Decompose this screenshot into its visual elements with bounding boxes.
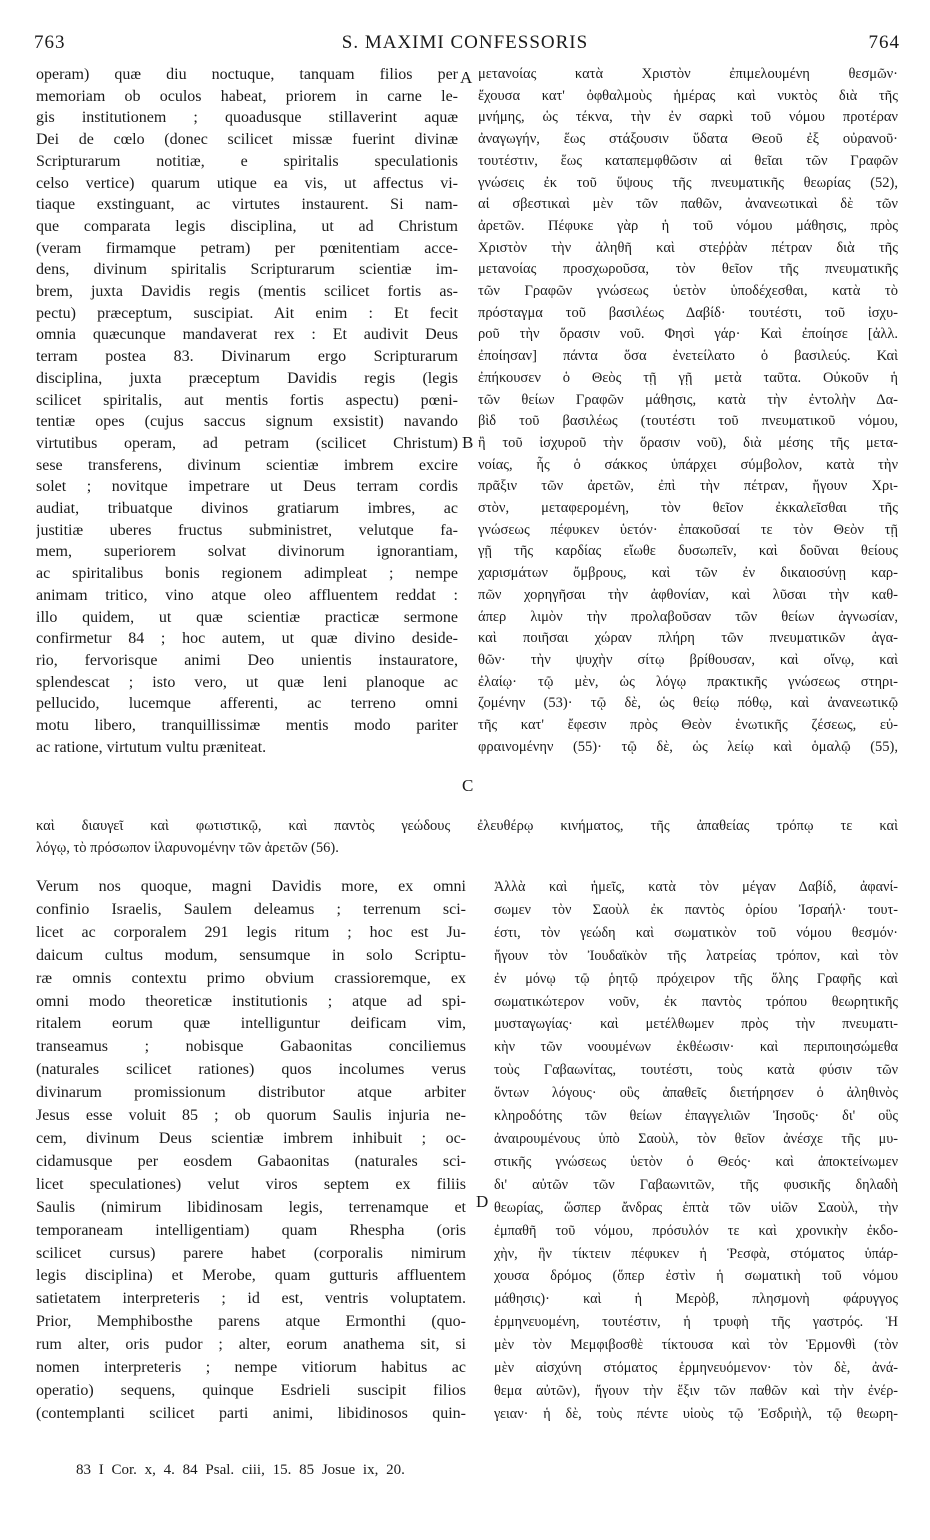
left-page-number: 763 [34, 32, 66, 53]
greek-bottom-line: σωματικώτερον νοῦν, ἐκ παντὸς τρόπου θεωρητικῆς [494, 993, 898, 1010]
greek-top-line: χαρισμάτων ὄμβρους, καὶ τῶν ἐν δικαιοσύνῃ καρ- [478, 565, 898, 582]
latin-top-line: (veram firmamque petram) per pœnitentiam acce- [36, 239, 458, 257]
latin-bottom-line: Saulis (nimirum libidinosam legis, terrenamque et [36, 1198, 466, 1216]
greek-top-line: τῆς κατ' ἔφεσιν πρὸς Θεὸν ἑνωτικῆς ζέσεως, εὐ- [478, 717, 898, 734]
greek-top-line: μνήμης, ὡς τέκνα, τὴν ἐν σαρκὶ τοῦ νόμου προτέραν [478, 109, 898, 126]
greek-top-line: μετανοίας προσχωροῦσα, τὸν θεῖον τῆς πνευματικῆς [478, 261, 898, 278]
latin-bottom-line: rum alter, oris pudor ; alter, eorum anathema sit, si [36, 1336, 466, 1354]
greek-top-line: ἢ τοῦ ἰσχυροῦ τὴν ὅρασιν νοῦ), διὰ μέσης τῆς μετα- [478, 434, 898, 451]
greek-bottom-line: ὄντων λόγους· οὓς ἀπαθεῖς διετήρησεν ὁ ἀληθινὸς [494, 1085, 898, 1102]
cross-line-1 [36, 816, 898, 838]
latin-top-line: Scripturarum notitiæ, e spiritalis speculationis [36, 152, 458, 170]
latin-bottom-line: ræ omnis contextu primo obvium crassioremque, ex [36, 969, 466, 987]
latin-bottom-line: legis disciplina) et Merobe, quam gutturis affluentem [36, 1267, 466, 1285]
latin-column-bottom [36, 876, 466, 1426]
latin-top-line: brem, juxta Davidis regis (mentis scilicet fortis as- [36, 283, 458, 301]
greek-bottom-line: ἐν μόνῳ τῷ ῥητῷ πρόχειρον τῆς ὅλης Γραφῆς καὶ [494, 970, 898, 987]
greek-bottom-line: ἐμπαθῆ τοῦ νόμου, πρόσυλόν τε καὶ χρονικὴν ἐκδο- [494, 1222, 898, 1239]
latin-bottom-line: confinio Israelis, Saulem deleamus ; terrenum sci- [36, 900, 466, 918]
latin-top-line: rio, fervorisque animi Deo unientis instauratore, [36, 651, 458, 669]
greek-top-line: μετανοίας κατὰ Χριστὸν ἐπιμελουμένη θεσμῶν· [478, 66, 898, 82]
greek-bottom-line: τοὺς Γαβαωνίτας, τουτέστι, τοὺς κατὰ φύσιν τῶν [494, 1062, 898, 1079]
greek-top-line: ἐποίησαν] πάντα ὅσα ἐνετείλατο ὁ βασιλεύς. Καὶ [478, 348, 898, 365]
greek-bottom-line: γειαν· ἡ δὲ, τοὺς πέντε υἱοὺς τῷ Ἐσδριὴλ, τῷ θεωρη- [494, 1405, 898, 1422]
latin-bottom-line: divinarum promissionum distributor atque arbiter [36, 1084, 466, 1102]
latin-top-line: mem, superiorem solvat divinorum ignorantiam, [36, 543, 458, 561]
latin-bottom-line: Verum nos quoque, magni Davidis more, ex omni [36, 878, 466, 895]
greek-top-line: ἔχουσα κατ' ὀφθαλμοὺς ἡμέρας καὶ νυκτὸς διὰ τῆς [478, 87, 898, 104]
greek-top-line: Χριστὸν τὴν ἀληθῆ καὶ στεῤῥὰν πέτραν διὰ τῆς [478, 239, 898, 256]
greek-bottom-line: μὲν αἰσχύνη στόματος ἑρμηνευόμενον· τὸν δὲ, ἀνά- [494, 1360, 898, 1377]
greek-bottom-line: ἀναιρουμένους ὑπὸ Σαοὺλ, τὸν θεῖον ἀνέσχε τῆς μυ- [494, 1130, 898, 1147]
latin-bottom-line: Prior, Memphibosthe parens atque Ermonthi (quo- [36, 1313, 466, 1331]
greek-top-line: γνώσεως πέφυκεν ὑετόν· ἐπακοῦσαί τε τὸν Θεὸν τῇ [478, 521, 898, 538]
cross-line-1-text: ἐλευθέρῳ κινήματος, τῆς ἀπαθείας τρόπῳ τε καὶ [477, 818, 898, 834]
greek-top-line: πρόσταγμα τοῦ βασιλέως Δαβίδ· τουτέστι, τοῦ ἰσχυ- [478, 304, 898, 321]
latin-top-line: confirmetur 84 ; hoc autem, ut quæ divino deside- [36, 630, 458, 648]
greek-top-line: πρᾶξιν τῶν ἀρετῶν, ἐπὶ τὴν πέτραν, ἤγουν Χρι- [478, 478, 898, 495]
greek-bottom-line: κὴν τῶν νοουμένων ἐκθέωσιν· καὶ περιποιησώμεθα [494, 1039, 898, 1056]
latin-bottom-line: temporaneam intelligentiam) quam Rhespha (oris [36, 1221, 466, 1239]
greek-bottom-line: δι' αὐτῶν τῶν Γαβαωνιτῶν, τῆς φυσικῆς δηλαδὴ [494, 1176, 898, 1193]
greek-top-line: ἀρετῶν. Πέφυκε γὰρ ἡ τοῦ νόμου μάθησις, πρὸς [478, 217, 898, 234]
latin-top-line: pectu) præceptum, suscipiat. Ait enim : Et fecit [36, 304, 458, 322]
greek-bottom-line: θεωρίας, ὥσπερ ἄνδρας ἑπτὰ τῶν υἱῶν Σαοὺλ, τὴν [494, 1199, 898, 1216]
right-page-number: 764 [868, 32, 900, 53]
latin-top-line: dens, divinum spiritalis Scripturarum scientiæ im- [36, 261, 458, 279]
greek-bottom-line: κληροδότης τῶν θείων ἐπαγγελιῶν Ἰησοῦς· δι' οὓς [494, 1108, 898, 1125]
greek-top-line: νοίας, ἧς ὁ σάκκος ὑπάρχει σύμβολον, κατὰ τὴν [478, 456, 898, 473]
greek-top-line: τουτέστιν, ἕως καταπεμφθῶσιν αἱ θεῖαι τῶν Γραφῶν [478, 152, 898, 169]
latin-top-line: ac spiritalibus bonis regionem adimpleat ; nempe [36, 565, 458, 583]
greek-column-bottom [494, 876, 898, 1426]
greek-bottom-line: θεμα αὐτῶν), ἤγουν τὴν ἕξιν τῶν παθῶν καὶ τὴν ἐνέρ- [494, 1382, 898, 1399]
latin-top-line: ac ratione, virtutum vultu præniteat. [36, 738, 267, 756]
greek-top-line: τῶν Γραφῶν γνώσεως ὑετὸν ὑποδέχεσθαι, κατὰ τὸ [478, 283, 898, 300]
margin-marker-a: A [460, 68, 473, 87]
latin-bottom-line: scilicet cursus) parere habet (corporalis nimirum [36, 1244, 466, 1262]
margin-marker-b: B [462, 433, 474, 452]
latin-bottom-line: operatio) sequens, quinque Esdrieli suscipit filios [36, 1381, 466, 1399]
greek-bottom-line: χουσα δρόμος (ὅπερ ἐστὶν ἡ σωματικὴ τοῦ νόμου [494, 1268, 898, 1285]
greek-top-line: πῶν χορηγῆσαι τὴν ἀφθονίαν, καὶ λῦσαι τὴν καθ- [478, 586, 898, 603]
greek-bottom-line: ἑρμηνευομένη, τουτέστιν, ἡ τρυφὴ τῆς γαστρός. Ἡ [494, 1314, 898, 1331]
greek-top-line: αἱ σβεστικαὶ μὲν τῶν παθῶν, ἀνανεωτικαὶ δὲ τῶν [478, 196, 898, 213]
greek-top-line: άπερ λιμὸν τὴν προλαβοῦσαν τῶν θείων ἀγνωσίαν, [478, 608, 898, 625]
greek-top-line: βὶδ τοῦ βασιλέως (τουτέστι τοῦ πνευματικοῦ νόμου, [478, 413, 898, 430]
latin-top-line: que comparata legis disciplina, ut ad Christum [36, 217, 458, 235]
latin-bottom-line: (naturales scilicet rationes) quos incolumes verus [36, 1061, 466, 1079]
greek-column-top [478, 64, 898, 759]
latin-bottom-line: ritalem eorum quæ intelliguntur deificam vim, [36, 1015, 466, 1033]
greek-bottom-line: έστι, τὸν γεώδη καὶ σωματικὸν τοῦ νόμου θεσμόν· [494, 924, 898, 941]
greek-top-line: τῶν θείων Γραφῶν μάθησις, κατὰ τὴν ἐντολὴν Δα- [478, 391, 898, 408]
latin-bottom-line: omni modo theoreticæ institutionis ; atque ad spi- [36, 992, 466, 1010]
latin-top-line: Dei de cœlo (donec scilicet missæ fuerint divinæ [36, 131, 458, 149]
latin-top-line: gis institutionem ; quoadusque stillaverint aquæ [36, 109, 458, 127]
latin-top-line: justitiæ uberes fructus subministret, velutque fa- [36, 521, 458, 539]
latin-bottom-line: cem, divinum Deus scientiæ imbrem inhibuit ; oc- [36, 1129, 466, 1147]
latin-top-line: disciplina, juxta præceptum Davidis regis (legis [36, 369, 458, 387]
latin-top-line: splendescat ; isto vero, ut quæ leni planoque ac [36, 673, 458, 691]
greek-top-line: φραινομένην (55)· τῷ δὲ, ὡς λείῳ καὶ ὁμαλῷ (55), [478, 738, 898, 755]
footnotes: 83 I Cor. x, 4. 84 Psal. ciii, 15. 85 Josue ix, 20. [76, 1462, 405, 1478]
greek-bottom-line: μὲν τὸν Μεμφιβοσθὲ τίκτουσα καὶ τὸν Ἑρμονθὶ (τὸν [494, 1337, 898, 1354]
greek-bottom-line: Ἀλλὰ καὶ ἡμεῖς, κατὰ τὸν μέγαν Δαβίδ, ἀφανί- [494, 879, 898, 895]
latin-bottom-line: licet ac corporalem 291 legis ritum ; hoc est Ju- [36, 923, 466, 941]
latin-top-line: operam) quæ diu noctuque, tanquam filios per [36, 66, 458, 83]
greek-bottom-line: μάθησις)· καὶ ἡ Μερὸβ, πλησμονὴ φάρυγγος [494, 1291, 898, 1308]
greek-top-line: ἀναγωγήν, ἕως στάξουσιν ὕδατα Θεοῦ ἐξ οὐρανοῦ· [478, 131, 898, 148]
running-title: S. MAXIMI CONFESSORIS [341, 32, 589, 53]
greek-top-line: καὶ ποιῆσαι χώραν πλήρη τῶν πνευματικῶν ἀγα- [478, 630, 898, 647]
latin-column-top [36, 64, 458, 759]
greek-top-line: θῶν· τὴν ψυχὴν σίτῳ βρίθουσαν, καὶ οἴνῳ, καὶ [478, 651, 898, 668]
latin-bottom-line: licet speculationes) velut viros septem ex filiis [36, 1175, 466, 1193]
latin-bottom-line: daicum cultus modum, sensumque in solo Scriptu- [36, 946, 466, 964]
greek-bottom-line: χὴν, ἣν τίκτειν πέφυκεν ἡ Ῥεσφὰ, στόματος ὑπάρ- [494, 1245, 898, 1262]
cross-column-lines [36, 816, 898, 859]
latin-top-line: virtutibus operam, ad petram (scilicet Christum) [36, 434, 458, 452]
greek-bottom-line: στικῆς γνώσεως ὑετὸν ὁ Θεός· καὶ ἀποκτείνωμεν [494, 1153, 898, 1170]
latin-top-line: tentiæ opes (cujus saccus signum exsistit) navando [36, 413, 458, 431]
greek-top-line: ἐλαίῳ· τῷ μὲν, ὡς λόγῳ πρακτικῆς γνώσεως στηρι- [478, 673, 898, 690]
latin-bottom-line: satietatem interpreteris ; id est, ventris voluptatem. [36, 1290, 466, 1308]
margin-marker-c: C [462, 776, 474, 795]
greek-top-line: ζομένην (53)· τῷ δὲ, ὡς θείῳ πόθῳ, καὶ ἀνανεωτικῷ [478, 695, 898, 712]
latin-bottom-line: cidamusque per eosdem Gabaonitas (naturales sci- [36, 1152, 466, 1170]
greek-top-line: γνώσεις ἐκ τοῦ ὕψους τῆς πνευματικῆς θεωρίας (52), [478, 174, 898, 191]
greek-top-line: ροῦ τὴν ὅρασιν νοῦ. Φησὶ γάρ· Καὶ ἐποίησε [ἀλλ. [478, 326, 898, 343]
latin-top-line: terram postea 83. Divinarum ergo Scripturarum [36, 348, 458, 366]
latin-top-line: solet ; novitque impetrare ut Deus terram cordis [36, 478, 458, 496]
latin-top-line: omnia quæcunque mandaverat rex : Et audivit Deus [36, 326, 458, 344]
latin-top-line: audiat, tribuatque divinos gratiarum imbres, ac [36, 500, 458, 518]
latin-top-line: scilicet spiritalis, aut mentis fortis aspectu) pœni- [36, 391, 458, 409]
greek-top-line: στὸν, μεταφερομένη, τὸν θεῖον ἐκκαλεῖσθαι τῆς [478, 500, 898, 517]
latin-bottom-line: nomen interpreteris ; nempe vitiorum habitus ac [36, 1359, 466, 1377]
greek-bottom-line: ἤγουν τὸν Ἰουδαϊκὸν τῆς λατρείας τρόπον, καὶ τὸν [494, 947, 898, 964]
greek-top-line: γῇ τῆς καρδίας εἴωθε δυσωπεῖν, καὶ δοῦναι θείους [478, 543, 898, 560]
latin-top-line: celso vertice) quarum utique ea vis, ut affectus vi- [36, 174, 458, 192]
latin-top-line: tiaque exstinguant, ac virtutes instaurent. Si nam- [36, 196, 458, 214]
greek-top-line: ἐπήκουσεν ὁ Θεὸς τῇ γῇ μετὰ ταῦτα. Οὐκοῦν ἡ [478, 369, 898, 386]
latin-top-line: animam tritico, vino atque oleo affluentem reddat : [36, 586, 458, 604]
latin-bottom-line: Jesus esse voluit 85 ; ob quorum Saulis injuria ne- [36, 1107, 466, 1125]
cross-lead: καὶ διαυγεῖ καὶ φωτιστικῷ, καὶ παντὸς γεώδους [36, 818, 451, 834]
margin-marker-d: D [476, 1192, 489, 1211]
latin-bottom-line: (contemplanti scilicet parti animi, libidinosos quin- [36, 1404, 466, 1422]
latin-top-line: pellucido, lucemque afferenti, ac terreno omni [36, 695, 458, 713]
latin-bottom-line: transeamus ; nobisque Gabaonitas conciliemus [36, 1038, 466, 1056]
latin-top-line: illo quidem, ut quæ scientiæ practicæ sermone [36, 608, 458, 626]
latin-top-line: sese transferens, divinum scientiæ imbrem excire [36, 456, 458, 474]
cross-line-2: λόγῳ, τὸ πρόσωπον ἱλαρυνομένην τῶν ἀρετῶν (56). [36, 839, 339, 856]
latin-top-line: motu libero, tranquillissimæ mentis modo pariter [36, 717, 458, 735]
latin-top-line: memoriam ob oculos habeat, priorem in carne le- [36, 87, 458, 105]
greek-bottom-line: σωμεν τὸν Σαοὺλ ἐκ παντὸς ὁρίου Ἰσραήλ· τουτ- [494, 901, 898, 918]
greek-bottom-line: μυσταγωγίας· καὶ μετέλθωμεν πρὸς τὴν πνευματι- [494, 1016, 898, 1033]
